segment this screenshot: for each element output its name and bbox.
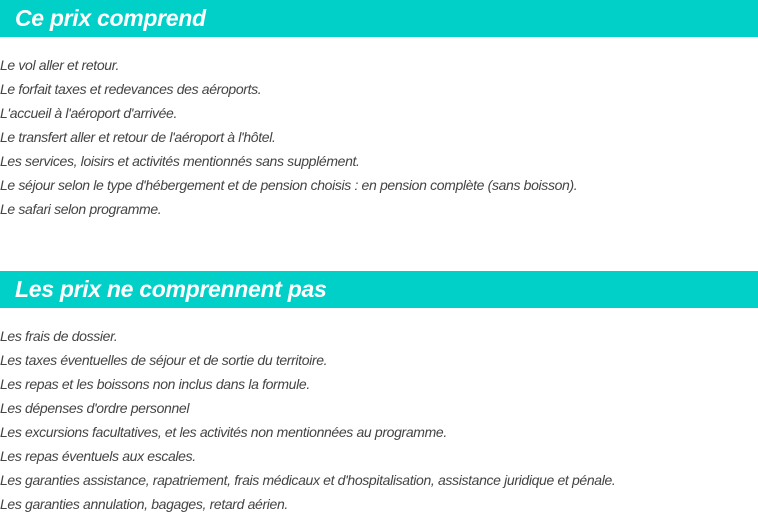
list-item: Les services, loisirs et activités mentionnés sans supplément.: [0, 153, 360, 169]
excluded-list: [0, 325, 615, 517]
list-item: Les garanties annulation, bagages, retard aérien.: [0, 496, 288, 512]
section-header-included: Ce prix comprend: [0, 0, 758, 37]
list-item: Les garanties assistance, rapatriement, frais médicaux et d'hospitalisation, assistance juridique et pénale.: [0, 472, 616, 488]
list-item: Le safari selon programme.: [0, 201, 162, 217]
list-item: Les taxes éventuelles de séjour et de sortie du territoire.: [0, 352, 328, 368]
list-item: Le vol aller et retour.: [0, 57, 120, 73]
list-item: Les repas et les boissons non inclus dans la formule.: [0, 376, 310, 392]
list-item: Le séjour selon le type d'hébergement et de pension choisis : en pension complète (sans boisson).: [0, 177, 578, 193]
list-item: Les excursions facultatives, et les activités non mentionnées au programme.: [0, 424, 447, 440]
list-item: Les frais de dossier.: [0, 328, 118, 344]
list-item: Le transfert aller et retour de l'aéroport à l'hôtel.: [0, 129, 276, 145]
section-header-excluded: Les prix ne comprennent pas: [0, 271, 758, 308]
included-list: [0, 54, 577, 222]
list-item: Les dépenses d'ordre personnel: [0, 400, 190, 416]
list-item: L'accueil à l'aéroport d'arrivée.: [0, 105, 178, 121]
list-item: Le forfait taxes et redevances des aéroports.: [0, 81, 262, 97]
list-item: Les repas éventuels aux escales.: [0, 448, 196, 464]
